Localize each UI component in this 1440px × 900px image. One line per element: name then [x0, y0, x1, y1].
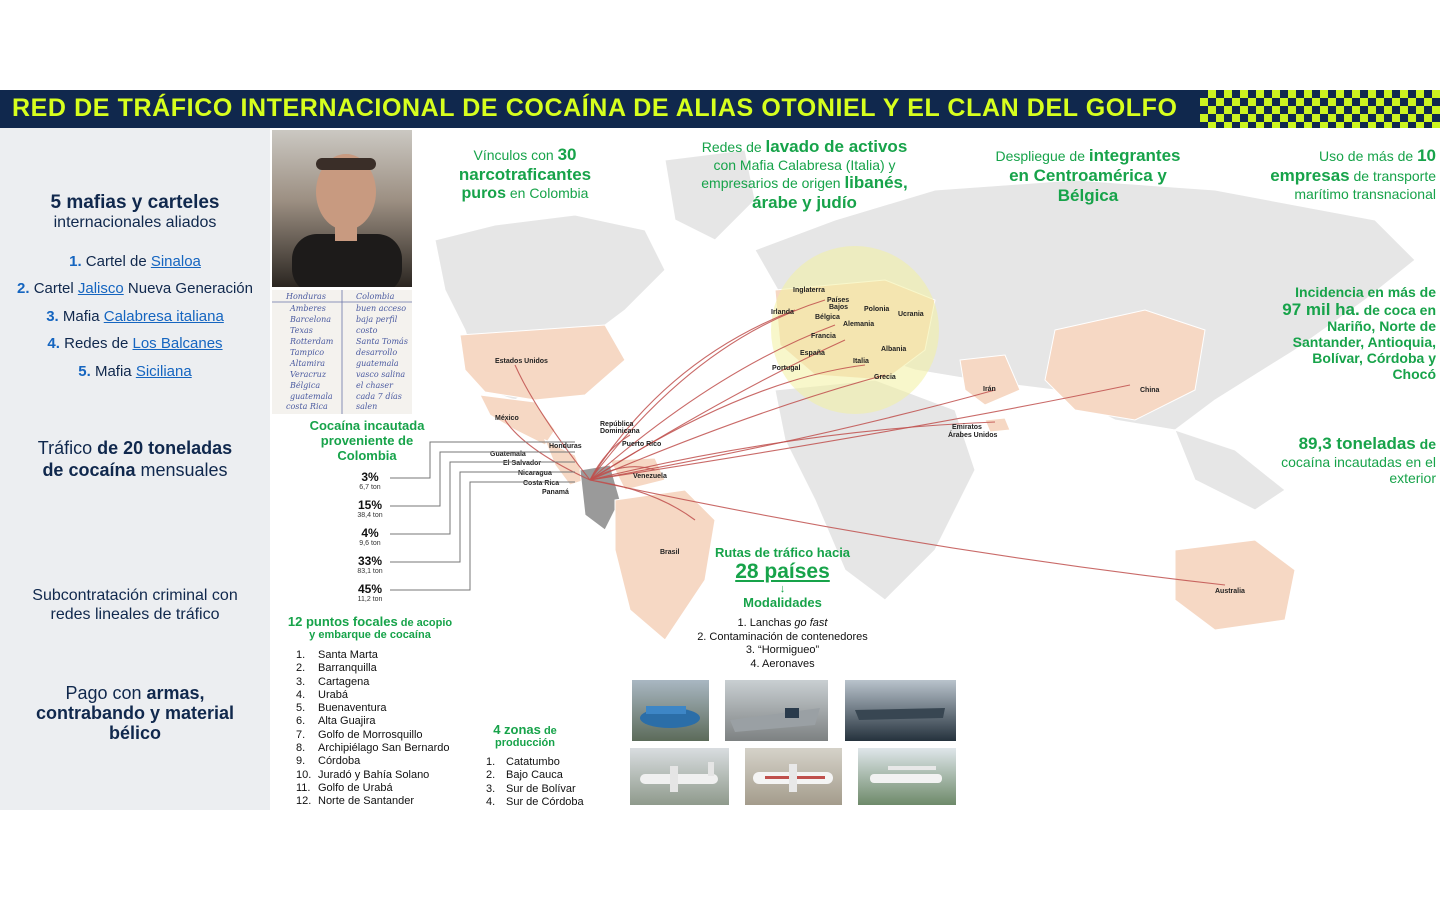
mafia-item: 2. Cartel Jalisco Nueva Generación: [17, 280, 253, 297]
note-line: cada 7 días: [356, 392, 402, 401]
list-item: 4. Sur de Córdoba: [486, 795, 584, 808]
airplane-photo: [858, 748, 956, 805]
note-line: Barcelona: [290, 315, 331, 324]
boat-photo: [632, 680, 709, 741]
portrait-photo: [272, 130, 412, 287]
map-label: Portugal: [772, 365, 801, 372]
incidencia-block: Incidencia en más de 97 mil ha. de coca en Nariño, Norte de Santander, Antioquia, Bolívar, Córdoba y Chocó: [1282, 284, 1436, 382]
map-label: Ucrania: [898, 311, 924, 318]
note-line: buen acceso: [356, 304, 407, 313]
incautadas-block: 89,3 toneladas de cocaína incautadas en el exterior: [1281, 434, 1436, 486]
note-line: Tampico: [290, 348, 325, 357]
note-line: Veracruz: [290, 370, 327, 379]
map-label: Irán: [983, 386, 996, 393]
map-label: Países: [827, 297, 850, 304]
list-item: 10. Juradó y Bahía Solano: [296, 768, 430, 781]
cocaina-incautada-title: Cocaína incautada proveniente de Colombia: [309, 418, 425, 463]
map-label: El Salvador: [503, 460, 542, 467]
world-map: [415, 130, 1440, 690]
zonas-list: [486, 756, 584, 809]
map-label: Albania: [881, 346, 907, 353]
list-item: 1. Catatumbo: [486, 756, 560, 768]
stat-item: 3% 6,7 ton: [359, 470, 381, 491]
puntos-list: [296, 649, 449, 809]
mafia-item: 5. Mafia Siciliana: [78, 363, 192, 380]
map-label: México: [495, 415, 519, 422]
despliegue-block: Despliegue de integrantes en Centroamérica y Bélgica: [995, 146, 1181, 205]
note-line: guatemala: [290, 392, 333, 401]
boat-photo: [725, 680, 828, 741]
zonas-title: 4 zonas de producción: [493, 722, 557, 749]
checker-pattern: [1200, 90, 1440, 128]
note-line: Santa Tomás: [356, 337, 408, 346]
list-item: 3. Sur de Bolívar: [486, 782, 576, 795]
note-line: el chaser: [356, 381, 393, 390]
list-item: 3. Cartagena: [296, 675, 370, 688]
note-line: vasco salina: [356, 370, 406, 379]
modalidades-list: [680, 617, 885, 671]
pago-text: Pago con armas,: [65, 683, 205, 703]
map-label: Emiratos: [952, 424, 982, 431]
note-line: baja perfil: [356, 315, 398, 324]
note-line: Bélgica: [290, 381, 321, 390]
map-label: Brasil: [660, 549, 680, 556]
stat-item: 45% 11,2 ton: [357, 582, 383, 603]
map-label: Estados Unidos: [495, 358, 548, 365]
map-label: Bajos: [829, 304, 849, 311]
map-label: Puerto Rico: [622, 441, 662, 448]
stats-connector-lines: [380, 430, 580, 605]
trafico-text-2: de cocaína mensuales: [42, 460, 228, 480]
subcontratacion-text: Subcontratación criminal con: [32, 587, 238, 604]
handwritten-note: [272, 290, 412, 414]
map-label: Bélgica: [815, 314, 840, 321]
note-header: Honduras: [286, 292, 326, 301]
mafia-item: 1. Cartel de Sinaloa: [69, 253, 201, 270]
europe-highlight-circle: [771, 246, 939, 414]
list-item: 7. Golfo de Morrosquillo: [296, 728, 423, 741]
redes-lavado-block: Redes de lavado de activos con Mafia Calabresa (Italia) y empresarios de origen libanés, árabe y judío: [701, 137, 908, 212]
note-line: Rotterdam: [290, 337, 334, 346]
note-line: Texas: [290, 326, 313, 335]
list-item: 12. Norte de Santander: [296, 795, 415, 808]
vinculos-block: Vínculos con 30 narcotraficantes puros en Colombia: [458, 145, 592, 202]
note-line: desarrollo: [356, 348, 398, 357]
note-line: costa Rica: [286, 402, 328, 411]
note-line: guatemala: [356, 359, 399, 368]
australia-shape: [1175, 540, 1295, 630]
list-item: 9. Córdoba: [296, 755, 361, 768]
note-header: Colombia: [356, 292, 395, 301]
map-label: Dominicana: [600, 428, 640, 435]
mafias-title: 5 mafias y carteles: [50, 192, 220, 213]
page-title: RED DE TRÁFICO INTERNACIONAL DE COCAÍNA DE ALIAS OTONIEL Y EL CLAN DEL GOLFO: [12, 94, 1178, 122]
mafia-item: 4. Redes de Los Balcanes: [47, 335, 223, 352]
boat-photo: [845, 680, 956, 741]
map-label: Italia: [853, 358, 869, 365]
list-item: 8. Archipiélago San Bernardo: [296, 742, 450, 755]
list-item: 4. Aeronaves: [750, 657, 815, 670]
pago-text-2: contrabando y material: [35, 703, 235, 723]
map-label: Nicaragua: [518, 470, 552, 477]
map-label: República: [600, 421, 634, 428]
list-item: 4. Urabá: [296, 688, 348, 701]
note-line: Altamira: [290, 359, 326, 368]
airplane-photo: [745, 748, 842, 805]
stat-item: 4% 9,6 ton: [359, 526, 381, 547]
map-label: Guatemala: [490, 451, 526, 458]
map-label: Costa Rica: [523, 480, 560, 487]
map-label: Honduras: [549, 443, 582, 450]
list-item: 1. Santa Marta: [296, 649, 378, 661]
map-label: Australia: [1215, 588, 1245, 595]
list-item: 5. Buenaventura: [296, 702, 387, 715]
map-label: China: [1140, 387, 1160, 394]
list-item: 11. Golfo de Urabá: [296, 781, 393, 794]
mafia-item: 3. Mafia Calabresa italiana: [46, 308, 224, 325]
list-item: 2. Contaminación de contenedores: [697, 630, 868, 643]
map-label: Francia: [811, 333, 836, 340]
title-banner: [0, 90, 1440, 128]
stat-item: 15% 38,4 ton: [357, 498, 383, 519]
rutas-block: Rutas de tráfico hacia 28 países ↓ Modalidades: [714, 545, 851, 610]
note-line: Amberes: [290, 304, 326, 313]
map-label: España: [800, 350, 825, 357]
airplane-photo: [630, 748, 729, 805]
list-item: 2. Bajo Cauca: [486, 769, 563, 782]
note-line: salen: [356, 402, 378, 411]
puntos-title: 12 puntos focales de acopio y embarque de cocaína: [287, 614, 453, 641]
list-item: 3. “Hormigueo”: [745, 644, 820, 656]
note-line: costo: [356, 326, 378, 335]
uae-shape: [985, 418, 1010, 432]
uso-empresas-block: Uso de más de 10 empresas de transporte marítimo transnacional: [1270, 146, 1436, 202]
map-label: Alemania: [843, 321, 875, 328]
map-label: Venezuela: [633, 473, 667, 480]
list-item: 2. Barranquilla: [296, 662, 377, 675]
stat-item: 33% 83,1 ton: [357, 554, 383, 575]
map-label: Inglaterra: [793, 287, 825, 294]
map-label: Polonia: [864, 306, 890, 313]
trafico-text: Tráfico de 20 toneladas: [37, 438, 233, 458]
list-item: 1. Lanchas go fast: [737, 617, 828, 629]
mafias-subtitle: internacionales aliados: [53, 214, 217, 231]
subcontratacion-text-2: redes lineales de tráfico: [50, 606, 220, 623]
map-label: Irlanda: [771, 309, 794, 316]
pago-text-3: bélico: [108, 723, 161, 743]
map-label: Árabes Unidos: [948, 432, 998, 439]
map-label: Panamá: [542, 489, 569, 496]
map-label: Grecia: [874, 374, 896, 381]
list-item: 6. Alta Guajira: [296, 715, 376, 728]
